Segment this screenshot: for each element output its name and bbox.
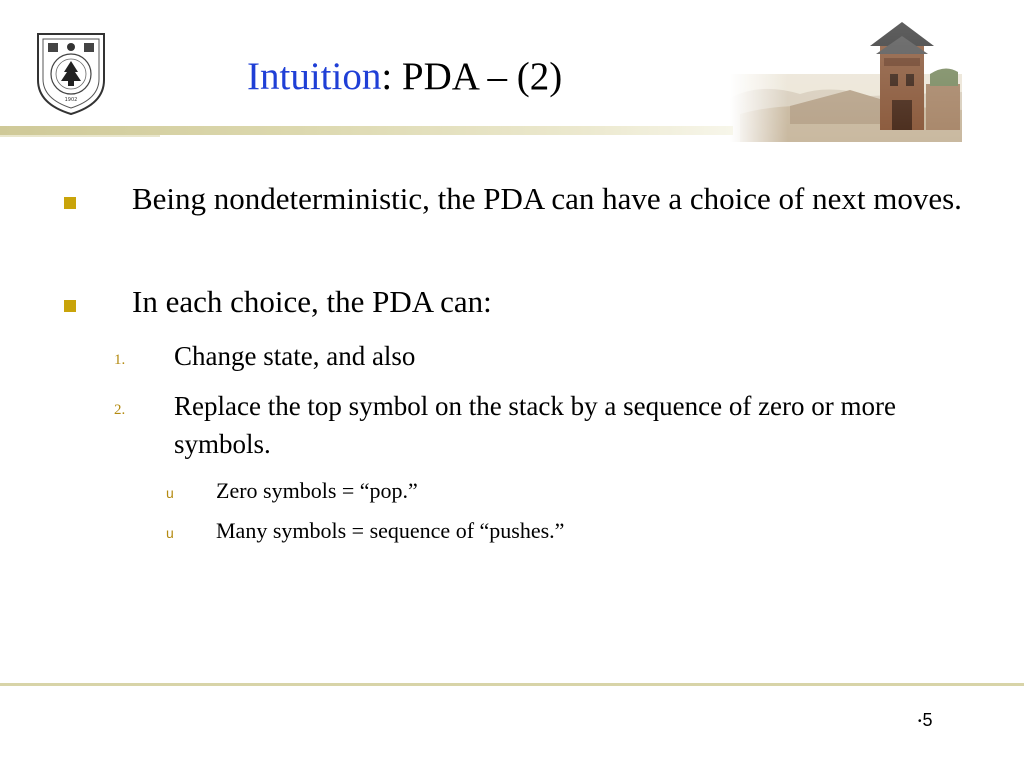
subbullet-text: Many symbols = sequence of “pushes.” [216,518,565,543]
page-number [918,710,933,731]
header-divider-accent [0,135,160,137]
bullet-text: Being nondeterministic, the PDA can have a choice of next moves. [132,181,962,216]
title-accent: Intuition [247,55,382,98]
square-bullet-icon [64,197,76,209]
slide-title [247,54,562,100]
svg-text:1902: 1902 [64,97,78,103]
subbullet-text: Zero symbols = “pop.” [216,478,418,503]
page-number-value: 5 [922,710,933,730]
bullet-text: In each choice, the PDA can: [132,284,492,319]
footer-divider [0,683,1024,686]
university-seal-logo [34,30,108,116]
list-number: 1. [114,352,126,368]
square-bullet-icon [64,300,76,312]
title-rest: : PDA – (2) [381,55,563,98]
page-marker: • [918,716,922,727]
list-number: 2. [114,402,126,418]
numbered-item-text: Replace the top symbol on the stack by a sequence of zero or more symbols. [174,391,896,459]
subbullet-marker: u [166,485,174,501]
header-divider [0,126,733,135]
gate-tower-photo [730,14,962,142]
subbullet-marker: u [166,525,174,541]
numbered-item-text: Change state, and also [174,341,416,371]
